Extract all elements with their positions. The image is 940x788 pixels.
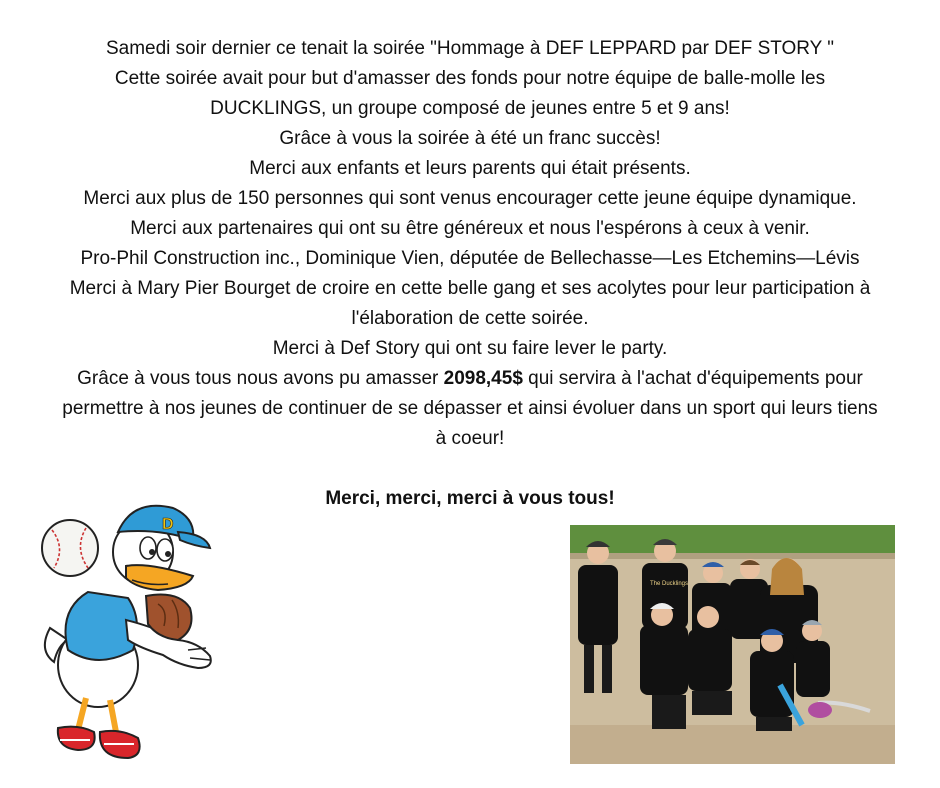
line-5: Merci aux enfants et leurs parents qui était présents. bbox=[249, 158, 691, 179]
shirt-label: The Ducklings bbox=[650, 581, 689, 587]
duck-beak bbox=[126, 565, 193, 590]
line-4: Grâce à vous la soirée à été un franc succès! bbox=[279, 128, 661, 149]
announcement-text bbox=[0, 34, 940, 454]
duck-baseball-illustration bbox=[28, 500, 238, 770]
shoes-icon bbox=[58, 727, 140, 758]
amount-line bbox=[0, 364, 940, 394]
line-6: Merci aux plus de 150 personnes qui sont venus encourager cette jeune équipe dynamique. bbox=[83, 188, 857, 209]
closing-thanks: Merci, merci, merci à vous tous! bbox=[325, 488, 615, 509]
amount-line-after: qui servira à l'achat d'équipements pour bbox=[522, 368, 863, 389]
cap-letter: D bbox=[162, 516, 174, 533]
amount-raised: 2098,45$ bbox=[443, 368, 523, 389]
line-14: à coeur! bbox=[435, 428, 505, 449]
baseball-icon bbox=[42, 520, 98, 576]
line-7: Merci aux partenaires qui ont su être généreux et nous l'espérons à ceux à venir. bbox=[130, 218, 810, 239]
line-9: Merci à Mary Pier Bourget de croire en cette belle gang et ses acolytes pour leur participation à bbox=[69, 278, 871, 299]
line-10: l'élaboration de cette soirée. bbox=[351, 308, 589, 329]
line-1: Samedi soir dernier ce tenait la soirée "Hommage à DEF LEPPARD par DEF STORY " bbox=[105, 38, 835, 59]
line-8: Pro-Phil Construction inc., Dominique Vien, députée de Bellechasse—Les Etchemins—Lévis bbox=[80, 248, 860, 269]
line-3: DUCKLINGS, un groupe composé de jeunes entre 5 et 9 ans! bbox=[210, 98, 730, 119]
team-photo bbox=[570, 525, 895, 764]
line-13: permettre à nos jeunes de continuer de se dépasser et ainsi évoluer dans un sport qui leurs tiens bbox=[62, 398, 878, 419]
amount-line-before: Grâce à vous tous nous avons pu amasser bbox=[77, 368, 444, 389]
line-11: Merci à Def Story qui ont su faire lever le party. bbox=[272, 338, 668, 359]
line-2: Cette soirée avait pour but d'amasser des fonds pour notre équipe de balle-molle les bbox=[114, 68, 826, 89]
